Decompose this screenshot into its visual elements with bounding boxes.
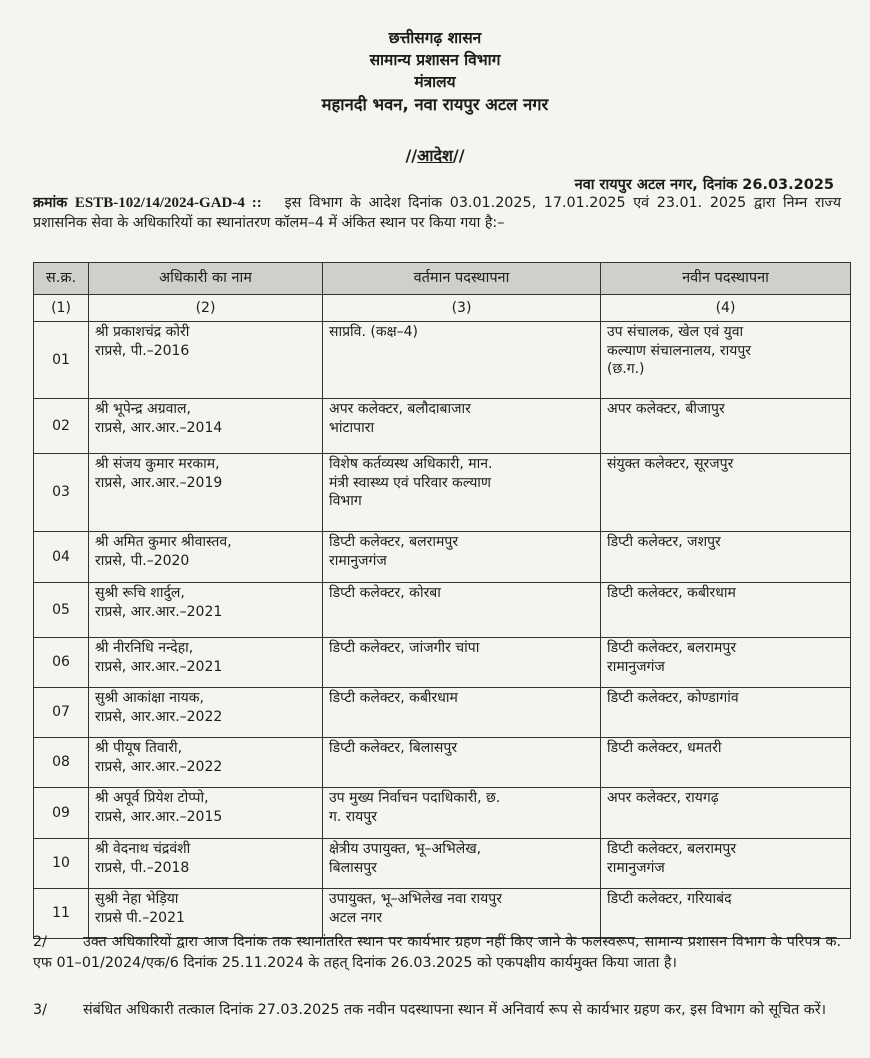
serial-number-cell: 03	[34, 454, 89, 532]
table-row	[34, 889, 851, 939]
new-posting-cell	[601, 788, 851, 839]
serial-number-cell: 09	[34, 788, 89, 839]
cell-line: रामानुजगंज	[329, 552, 387, 569]
cell-line: (छ.ग.)	[607, 361, 645, 377]
paragraph-3	[33, 1000, 841, 1021]
cell-line: सुश्री रूचि शार्दुल,	[95, 585, 185, 601]
cell-line: भांटापारा	[329, 419, 375, 436]
serial-number-cell: 01	[34, 322, 89, 399]
cell-line: अपर कलेक्टर, रायगढ़	[607, 790, 719, 806]
column-number: (2)	[89, 295, 323, 322]
table-row	[34, 839, 851, 889]
serial-number-cell: 07	[34, 688, 89, 738]
cell-line: अपर कलेक्टर, बलौदाबाजार	[329, 401, 471, 417]
cell-line: श्री वेदनाथ चंद्रवंशी	[95, 841, 191, 857]
new-posting-cell	[601, 532, 851, 583]
cell-line: विभाग	[329, 493, 362, 509]
reference-label: क्रमांक	[33, 195, 68, 211]
officer-name-cell	[89, 688, 323, 738]
cell-line: डिप्टी कलेक्टर, धमतरी	[607, 740, 722, 756]
table-row	[34, 322, 851, 399]
cell-line: डिप्टी कलेक्टर, बिलासपुर	[329, 740, 458, 756]
cell-line: उप मुख्य निर्वाचन पदाधिकारी, छ.	[329, 790, 501, 806]
cell-line: श्री अमित कुमार श्रीवास्तव,	[95, 534, 232, 550]
table-row	[34, 454, 851, 532]
cell-line: श्री अपूर्व प्रियेश टोप्पो,	[95, 790, 209, 806]
order-title	[0, 144, 870, 166]
cell-line: डिप्टी कलेक्टर, जशपुर	[607, 534, 721, 550]
cell-line: रामानुजगंज	[607, 658, 665, 675]
cell-line: राप्रसे, आर.आर.–2022	[95, 708, 223, 725]
current-posting-cell	[323, 454, 601, 532]
current-posting-cell	[323, 839, 601, 889]
cell-line: राप्रसे, पी.–2016	[95, 342, 190, 359]
cell-line: अपर कलेक्टर, बीजापुर	[607, 401, 725, 417]
paragraph-text: उक्त अधिकारियों द्वारा आज दिनांक तक स्थानांतरित स्थान पर कार्यभार ग्रहण नहीं किए जाने के फलस्वरूप, सामान्य प्रशासन विभाग के परिपत्र क. एफ 01–01/2024/एक/6 दिनांक 25.11.2024 के तहत् दिनांक 26.03.2025 को एकपक्षीय कार्यमुक्त किया जाता है।	[33, 934, 841, 971]
cell-line: डिप्टी कलेक्टर, जांजगीर चांपा	[329, 640, 480, 656]
header-serial-no: स.क्र.	[34, 263, 89, 295]
new-posting-cell	[601, 583, 851, 638]
cell-line: उपायुक्त, भू–अभिलेख नवा रायपुर	[329, 891, 502, 907]
serial-number-cell: 11	[34, 889, 89, 939]
cell-line: डिप्टी कलेक्टर, बलरामपुर	[607, 841, 737, 857]
order-title-text: आदेश	[417, 146, 453, 165]
cell-line: संयुक्त कलेक्टर, सूरजपुर	[607, 456, 734, 472]
new-posting-cell	[601, 638, 851, 688]
officer-name-cell	[89, 889, 323, 939]
cell-line: राप्रसे, आर.आर.–2014	[95, 419, 223, 436]
cell-line: सुश्री आकांक्षा नायक,	[95, 690, 204, 706]
officer-name-cell	[89, 839, 323, 889]
cell-line: डिप्टी कलेक्टर, कबीरधाम	[329, 690, 458, 706]
transfer-table	[33, 262, 851, 939]
column-number-row	[34, 295, 851, 322]
cell-line: डिप्टी कलेक्टर, कोण्डागांव	[607, 690, 739, 706]
serial-number-cell: 08	[34, 738, 89, 788]
current-posting-cell	[323, 399, 601, 454]
officer-name-cell	[89, 788, 323, 839]
cell-line: राप्रसे पी.–2021	[95, 909, 185, 926]
officer-name-cell	[89, 738, 323, 788]
column-number: (4)	[601, 295, 851, 322]
column-number: (3)	[323, 295, 601, 322]
cell-line: राप्रसे, आर.आर.–2021	[95, 603, 223, 620]
table-row	[34, 738, 851, 788]
cell-line: राप्रसे, आर.आर.–2015	[95, 808, 223, 825]
new-posting-cell	[601, 889, 851, 939]
paragraph-2	[33, 932, 841, 973]
new-posting-cell	[601, 738, 851, 788]
cell-line: डिप्टी कलेक्टर, कोरबा	[329, 585, 441, 601]
header-address: महानदी भवन, नवा रायपुर अटल नगर	[321, 95, 549, 114]
cell-line: डिप्टी कलेक्टर, गरियाबंद	[607, 891, 732, 907]
serial-number-cell: 05	[34, 583, 89, 638]
officer-name-cell	[89, 583, 323, 638]
cell-line: डिप्टी कलेक्टर, कबीरधाम	[607, 585, 736, 601]
cell-line: राप्रसे, पी.–2020	[95, 552, 190, 569]
current-posting-cell	[323, 322, 601, 399]
new-posting-cell	[601, 322, 851, 399]
cell-line: श्री पीयूष तिवारी,	[95, 740, 183, 756]
table-row	[34, 638, 851, 688]
officer-name-cell	[89, 399, 323, 454]
table-row	[34, 788, 851, 839]
current-posting-cell	[323, 583, 601, 638]
table-row	[34, 399, 851, 454]
cell-line: रामानुजगंज	[607, 859, 665, 876]
cell-line: डिप्टी कलेक्टर, बलरामपुर	[329, 534, 459, 550]
current-posting-cell	[323, 788, 601, 839]
paragraph-number: 2/	[33, 934, 47, 950]
header-ministry: मंत्रालय	[414, 73, 456, 91]
cell-line: उप संचालक, खेल एवं युवा	[607, 324, 744, 340]
order-dateline: नवा रायपुर अटल नगर, दिनांक 26.03.2025	[574, 177, 834, 193]
cell-line: श्री भूपेन्द्र अग्रवाल,	[95, 401, 191, 417]
cell-line: कल्याण संचालनालय, रायपुर	[607, 342, 751, 359]
serial-number-cell: 04	[34, 532, 89, 583]
order-title-suffix: //	[452, 146, 465, 165]
officer-name-cell	[89, 322, 323, 399]
paragraph-number: 3/	[33, 1002, 47, 1018]
new-posting-cell	[601, 399, 851, 454]
new-posting-cell	[601, 454, 851, 532]
cell-line: ग. रायपुर	[329, 808, 377, 825]
cell-line: सुश्री नेहा भेड़िया	[95, 891, 179, 907]
current-posting-cell	[323, 738, 601, 788]
intro-text: इस विभाग के आदेश दिनांक 03.01.2025, 17.01.2025 एवं 23.01. 2025 द्वारा निम्न राज्य प्रशासनिक सेवा के अधिकारियों का स्थानांतरण कॉलम–4 में अंकित स्थान पर किया गया है:–	[33, 195, 842, 231]
reference-number: ESTB-102/14/2024-GAD-4 ::	[74, 195, 262, 211]
current-posting-cell	[323, 889, 601, 939]
cell-line: अटल नगर	[329, 909, 383, 926]
cell-line: डिप्टी कलेक्टर, बलरामपुर	[607, 640, 737, 656]
order-intro-paragraph	[33, 193, 841, 233]
cell-line: मंत्री स्वास्थ्य एवं परिवार कल्याण	[329, 474, 492, 491]
cell-line: श्री प्रकाशचंद्र कोरी	[95, 324, 190, 340]
officer-name-cell	[89, 532, 323, 583]
cell-line: राप्रसे, आर.आर.–2022	[95, 758, 223, 775]
new-posting-cell	[601, 688, 851, 738]
serial-number-cell: 10	[34, 839, 89, 889]
cell-line: राप्रसे, पी.–2018	[95, 859, 190, 876]
current-posting-cell	[323, 688, 601, 738]
cell-line: श्री नीरनिधि नन्देहा,	[95, 640, 194, 656]
cell-line: राप्रसे, आर.आर.–2021	[95, 658, 223, 675]
table-row	[34, 688, 851, 738]
cell-line: क्षेत्रीय उपायुक्त, भू–अभिलेख,	[329, 841, 482, 857]
paragraph-text: संबंधित अधिकारी तत्काल दिनांक 27.03.2025 तक नवीन पदस्थापना स्थान में अनिवार्य रूप से कार्यभार ग्रहण कर, इस विभाग को सूचित करें।	[83, 1002, 827, 1018]
order-title-prefix: //	[405, 146, 418, 165]
table-header-row	[34, 263, 851, 295]
cell-line: बिलासपुर	[329, 859, 377, 876]
cell-line: श्री संजय कुमार मरकाम,	[95, 456, 220, 472]
officer-name-cell	[89, 638, 323, 688]
current-posting-cell	[323, 532, 601, 583]
officer-name-cell	[89, 454, 323, 532]
table-row	[34, 583, 851, 638]
header-officer-name: अधिकारी का नाम	[89, 263, 323, 295]
new-posting-cell	[601, 839, 851, 889]
header-new-posting: नवीन पदस्थापना	[601, 263, 851, 295]
table-row	[34, 532, 851, 583]
cell-line: राप्रसे, आर.आर.–2019	[95, 474, 223, 491]
header-department: सामान्य प्रशासन विभाग	[369, 51, 501, 69]
header-current-posting: वर्तमान पदस्थापना	[323, 263, 601, 295]
current-posting-cell	[323, 638, 601, 688]
serial-number-cell: 06	[34, 638, 89, 688]
cell-line: साप्रवि. (कक्ष–4)	[329, 324, 418, 340]
header-state-government: छत्तीसगढ़ शासन	[388, 29, 482, 47]
column-number: (1)	[34, 295, 89, 322]
cell-line: विशेष कर्तव्यस्थ अधिकारी, मान.	[329, 456, 493, 472]
serial-number-cell: 02	[34, 399, 89, 454]
